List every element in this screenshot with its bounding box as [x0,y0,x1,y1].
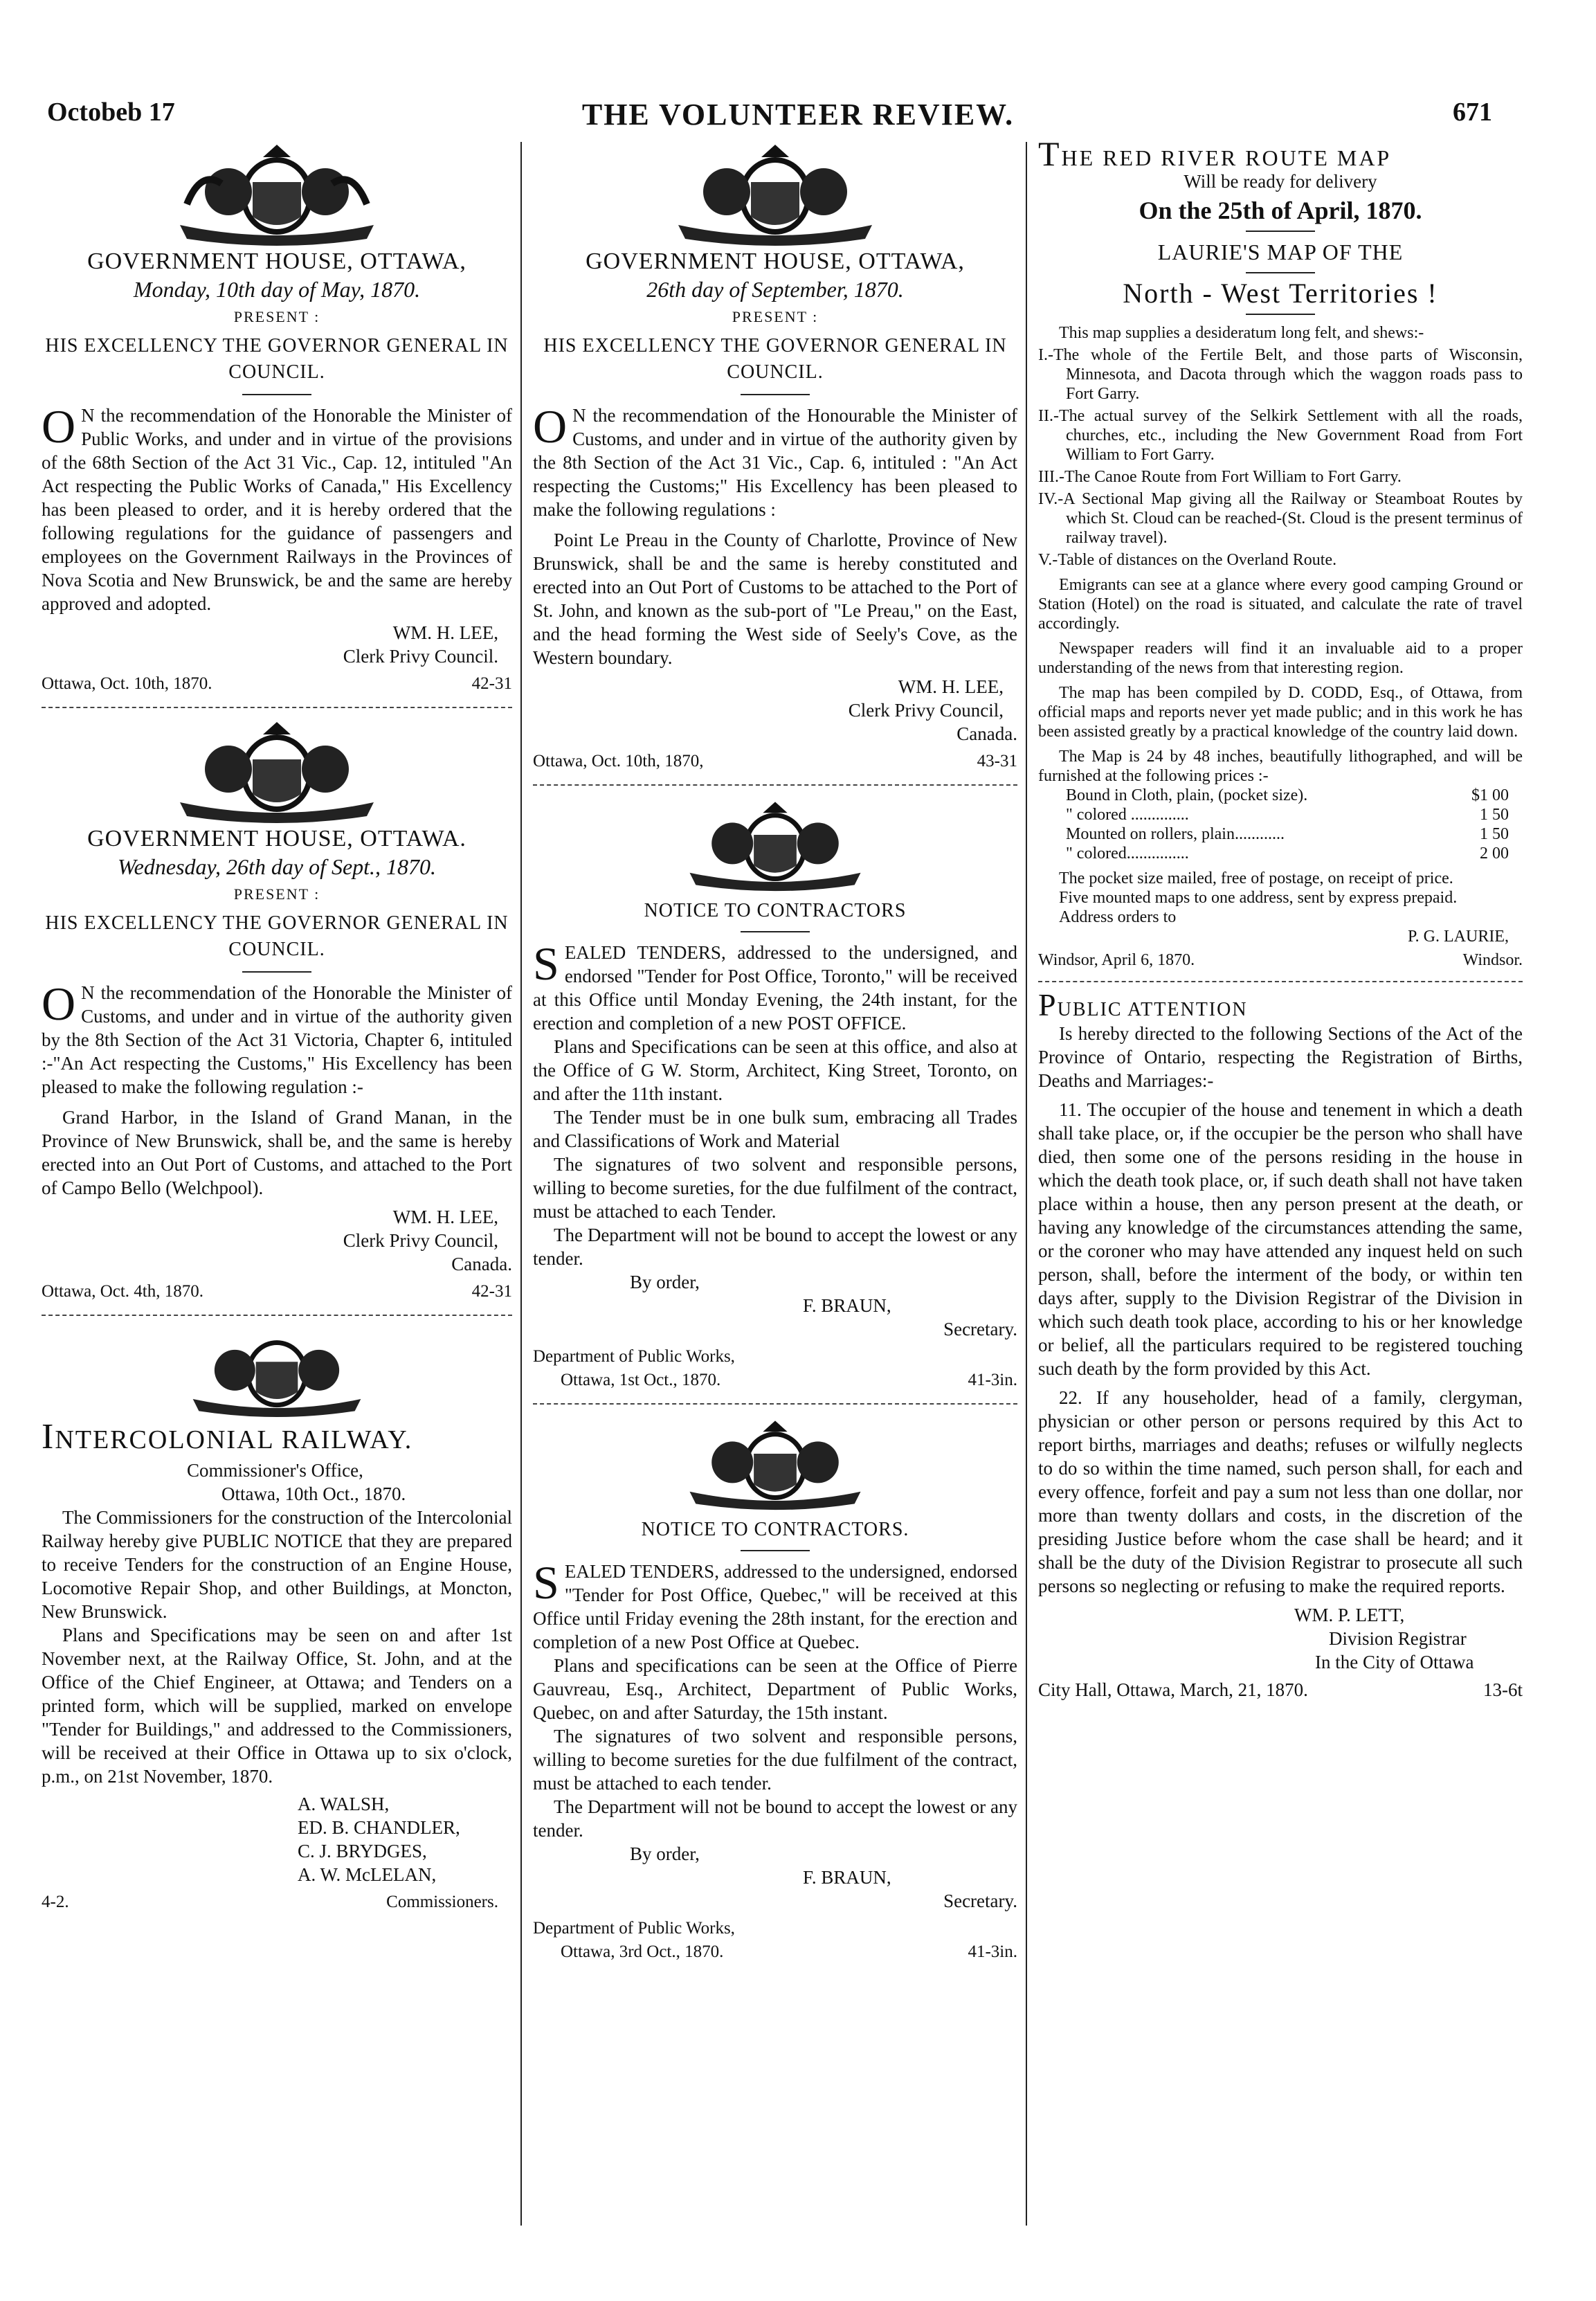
insertion-code: 13-6t [1483,1679,1523,1700]
place-date: Ottawa, Oct. 10th, 1870. [42,674,212,693]
present-label: PRESENT : [233,308,320,325]
signature-place: Canada. [956,723,1017,744]
column-1 [42,142,512,1914]
notice-title: NOTICE TO CONTRACTORS [644,900,907,921]
railway-body: The Commissioners for the construction of the Intercolonial Railway hereby give PUBLIC NOTICE that they are prepared to receive Tenders for the construction of an Engine House, Locomotive Repair Shop, and other Buildings, at Moncton, New Brunswick. [42,1507,512,1622]
signature-title: Division Registrar [1329,1628,1467,1649]
signature-title: Clerk Privy Council, [848,700,1004,721]
price-row: Mounted on rollers, plain............ 1 50 [1066,825,1509,843]
department: Department of Public Works, [533,1347,735,1366]
order-date: Wednesday, 26th day of Sept., 1870. [117,854,437,879]
section-22: 22. If any householder, head of a family, clergyman, physician or other person or persons required by this Act to report births, marriages and deaths; refuses or wilfully neglects to do so within the time named, such person shall, for each and every offence, forfeit and pay a sum not less than one dollar, nor more than twenty dollars and costs, in the discretion of the presiding Justice before whom the case shall be heard; and it shall be the duty of the Division Registrar to prosecute all such persons so neglecting or refusing to make the required reports. [1038,1387,1523,1596]
governor-general-heading: HIS EXCELLENCY THE GOVERNOR GENERAL IN COUNCIL. [543,335,1007,383]
map-feature: III.-The Canoe Route from Fort William to Fort Garry. [1038,468,1402,486]
divider [42,707,512,708]
divider [1246,272,1315,273]
insertion-code: 42-31 [471,674,512,693]
divider [1038,981,1523,982]
department-date: Ottawa, 3rd Oct., 1870. [561,1942,724,1961]
issue-date: Octobeb 17 [47,98,175,127]
signature-title: Clerk Privy Council, [343,1230,498,1251]
government-house-heading: GOVERNMENT HOUSE, OTTAWA, [87,249,466,274]
signature: P. G. LAURIE, [1407,928,1509,946]
signature: F. BRAUN, [803,1295,891,1316]
notice-title: NOTICE TO CONTRACTORS. [641,1519,909,1540]
royal-arms-emblem [671,797,879,894]
royal-arms-emblem [671,1416,879,1513]
place-date: Windsor, April 6, 1870. [1038,951,1195,969]
commissioner-name: A. WALSH, [298,1794,390,1814]
notice-contractors-quebec [533,1416,1017,1964]
divider [741,394,810,395]
order-body: N the recommendation of the Honorable the Minister of Public Works, and under and in virtue of the provisions of the 68th Section of the Act 31 Vic., Cap. 12, intituled "An Act respecting the Public Works of Canada," His Excellency has been pleased to order, and it is hereby ordered that the following regulations for the guidance of passengers and employees on the Government Railways in the Provinces of Nova Scotia and New Brunswick, be and the same are hereby approved and adopted. [42,405,512,614]
map-ready: Will be ready for delivery [1184,171,1377,192]
divider [42,1315,512,1316]
signature: WM. H. LEE, [898,676,1004,697]
page-header [0,97,1596,138]
price-row: " colored .............. 1 50 [1066,806,1509,824]
map-feature: V.-Table of distances on the Overland Route. [1038,551,1337,569]
attention-intro: Is hereby directed to the following Sections of the Act of the Province of Ontario, respecting the Registration of Births, Deaths and Marriages:- [1038,1023,1523,1091]
page-number: 671 [1453,98,1492,127]
notice-public-attention [1038,987,1523,1702]
newspaper-title: THE VOLUNTEER REVIEW. [581,98,1015,132]
price-row: Bound in Cloth, plain, (pocket size). $1 00 [1066,786,1509,804]
order-body: N the recommendation of the Honourable the Minister of Customs, and under and in virtue of the authority given by the 8th Section of the Act 31 Vic., Cap. 6, intituled : "An Act respecting the Customs;" His Excellency has been pleased to make the following regulations : [533,405,1017,520]
signature: WM. H. LEE, [392,1207,498,1227]
place-date: Ottawa, Oct. 4th, 1870. [42,1282,203,1301]
department-date: Ottawa, 1st Oct., 1870. [561,1371,721,1389]
drop-cap: O [42,400,76,453]
present-label: PRESENT : [732,308,819,325]
map-paragraph: The map has been compiled by D. CODD, Esq., of Ottawa, from official maps and reports never yet made public; and in this work he has been assisted greatly by a practical knowledge of the country laid down. [1038,684,1523,741]
tender-body: Plans and specifications can be seen at the Office of Pierre Gauvreau, Esq., Architect, Department of Public Works, Quebec, on and after Saturday, the 15th instant. [533,1655,1017,1723]
order-date: Monday, 10th day of May, 1870. [133,277,421,302]
map-paragraph: Emigrants can see at a glance where every good camping Ground or Station (Hotel) on the road is situated, and calculate the rate of travel accordingly. [1038,576,1523,633]
section-11: 11. The occupier of the house and tenement in which a death shall take place, or, if the occupier be the person who shall have died, then some one of the persons residing in the house in which the death took place, or, if such death shall not have taken place within a house, then any person present at the death, or having any knowledge of the circumstances attending the same, or the coroner who may have attended any inquest held on such person, shall, before the interment of the body, or within ten days after, supply to the Division Registrar of the Division in which such death took place, according to his or her knowledge or belief, all the particulars required to be registered touching such death by the form provided by this Act. [1038,1099,1523,1379]
insertion-code: 41-3in. [968,1371,1017,1389]
drop-cap: S [533,1556,559,1609]
insertion-code: 42-31 [471,1282,512,1301]
drop-cap: O [42,977,76,1030]
order-body: Point Le Preau in the County of Charlotte, Province of New Brunswick, shall be and the same is hereby constituted and erected into an Out Port of Customs to be attached to the Port of St. John, and known as the sub-port of "Le Preau," on the East, and the head forming the West side of Seely's Cove, as the Western boundary. [533,530,1017,668]
government-house-heading: GOVERNMENT HOUSE, OTTAWA, [586,249,965,274]
map-feature: II.-The actual survey of the Selkirk Settlement with all the roads, churches, etc., including the New Government Road from Fort William to Fort Garry. [1038,407,1523,464]
signature: WM. P. LETT, [1294,1605,1405,1625]
tender-body: EALED TENDERS, addressed to the undersigned, and endorsed "Tender for Post Office, Toronto," will be received at this Office until Monday Evening, the 24th instant, for the erection and completion of a new POST OFFICE. [533,942,1017,1034]
map-title: THE RED RIVER ROUTE MAP [1038,134,1392,173]
tender-body: The signatures of two solvent and responsible persons, willing to become sureties, for the due fulfilment of the contract, must be attached to each Tender. [533,1154,1017,1222]
order-date: 26th day of September, 1870. [646,277,904,302]
signature: WM. H. LEE, [392,622,498,643]
map-address: Address orders to [1059,908,1177,926]
royal-arms-emblem [173,1327,381,1417]
column-rule [520,142,522,2226]
signature-title: Commissioners. [386,1893,498,1911]
divider [1246,314,1315,315]
column-rule [1026,142,1027,2226]
royal-arms-emblem [658,142,893,246]
insertion-code: 4-2. [42,1893,69,1911]
governor-general-heading: HIS EXCELLENCY THE GOVERNOR GENERAL IN COUNCIL. [45,335,509,383]
tender-body: The signatures of two solvent and responsible persons, willing to become sureties for the due fulfilment of the contract, must be attached to each tender. [533,1726,1017,1794]
signature-place: Windsor. [1462,951,1523,969]
tender-body: Plans and Specifications can be seen at this office, and also at the Office of G W. Storm, Architect, King Street, Toronto, on and after the 11th instant. [533,1036,1017,1104]
by-order: By order, [630,1843,700,1864]
notice-government-house-sept [42,719,512,1303]
signature: F. BRAUN, [803,1867,891,1888]
notice-government-house-customs [533,142,1017,773]
royal-arms-emblem [159,142,395,246]
insertion-code: 43-31 [977,752,1017,770]
map-description [1038,323,1523,970]
map-intro: This map supplies a desideratum long felt, and shews:- [1059,324,1424,342]
railway-heading: INTERCOLONIAL RAILWAY. [42,1417,413,1456]
present-label: PRESENT : [233,885,320,903]
government-house-heading: GOVERNMENT HOUSE, OTTAWA. [87,826,466,851]
tender-body: The Department will not be bound to accept the lowest or any tender. [533,1796,1017,1841]
divider [741,931,810,932]
railway-body: Plans and Specifications may be seen on and after 1st November next, at the Railway Office, St. John, and at the Office of the Chief Engineer, at Ottawa; and Tenders on a printed form, which will be supplied, marked on envelope "Tender for Buildings," and addressed to the Commissioners, will be received at their Office in Ottawa up to six o'clock, p.m., on 21st November, 1870. [42,1625,512,1787]
drop-cap: O [533,400,568,453]
divider [533,784,1017,786]
signature-title: Secretary. [943,1319,1017,1339]
tender-body: The Tender must be in one bulk sum, embracing all Trades and Classifications of Work and Material [533,1107,1017,1151]
department: Department of Public Works, [533,1919,735,1938]
order-body: Grand Harbor, in the Island of Grand Manan, in the Province of New Brunswick, shall be, and the same is hereby erected into an Out Port of Customs, and attached to the Port of Campo Bello (Welchpool). [42,1107,512,1198]
tender-body: The Department will not be bound to accept the lowest or any tender. [533,1225,1017,1269]
commissioner-name: A. W. McLELAN, [298,1864,437,1885]
office-line: Commissioner's Office, [187,1460,363,1481]
place-date: Ottawa, Oct. 10th, 1870, [533,752,704,770]
governor-general-heading: HIS EXCELLENCY THE GOVERNOR GENERAL IN COUNCIL. [45,912,509,960]
order-body: N the recommendation of the Honorable the Minister of Customs, and under and in virtue of the authority given by the 8th Section of the Act 31 Victoria, Chapter 6, intituled :-"An Act respecting the Customs," His Excellency has been pleased to make the following regulation :- [42,982,512,1097]
price-row: " colored............... 2 00 [1066,845,1509,863]
divider [741,1550,810,1551]
office-date: Ottawa, 10th Oct., 1870. [221,1483,406,1504]
column-2 [533,142,1017,1964]
divider [242,971,311,973]
map-date: On the 25th of April, 1870. [1139,197,1422,224]
tender-body: EALED TENDERS, addressed to the undersigned, endorsed "Tender for Post Office, Quebec," will be received at this Office until Friday evening the 28th instant, for the erection and completion of a new Post Office at Quebec. [533,1561,1017,1652]
territories-heading: North - West Territories ! [1123,278,1438,309]
column-3 [1038,134,1523,1702]
divider [1246,231,1315,232]
place-date: City Hall, Ottawa, March, 21, 1870. [1038,1679,1308,1700]
signature-place: Canada. [451,1254,512,1274]
public-attention-heading: PUBLIC ATTENTION [1038,987,1248,1022]
map-paragraph: The Map is 24 by 48 inches, beautifully lithographed, and will be furnished at the following prices :- [1038,748,1523,785]
signature-title: Secretary. [943,1891,1017,1911]
signature-title: Clerk Privy Council. [343,646,498,667]
notice-contractors-toronto [533,797,1017,1392]
map-feature: I.-The whole of the Fertile Belt, and those parts of Wisconsin, Minnesota, and Dacota through which the waggon roads pass to Fort Garry. [1038,346,1523,403]
commissioner-name: C. J. BRYDGES, [298,1841,427,1861]
notice-government-house-may [42,142,512,696]
map-paragraph: Newspaper readers will find it an invaluable aid to a proper understanding of the news from that interesting region. [1038,640,1523,677]
commissioner-name: ED. B. CHANDLER, [298,1817,460,1838]
divider [242,394,311,395]
laurie-heading: LAURIE'S MAP OF THE [1157,240,1404,264]
royal-arms-emblem [159,719,395,823]
signature-place: In the City of Ottawa [1315,1652,1474,1672]
notice-intercolonial-railway [42,1327,512,1914]
insertion-code: 41-3in. [968,1942,1017,1961]
map-paragraph: The pocket size mailed, free of postage, on receipt of price. [1059,869,1453,887]
map-paragraph: Five mounted maps to one address, sent by express prepaid. [1059,889,1458,907]
map-feature: IV.-A Sectional Map giving all the Railway or Steamboat Routes by which St. Cloud can be reached-(St. Cloud is the present terminus of railway travel). [1038,490,1523,547]
drop-cap: S [533,937,559,990]
by-order: By order, [630,1272,700,1292]
divider [533,1403,1017,1405]
advert-red-river-map [1038,134,1523,970]
